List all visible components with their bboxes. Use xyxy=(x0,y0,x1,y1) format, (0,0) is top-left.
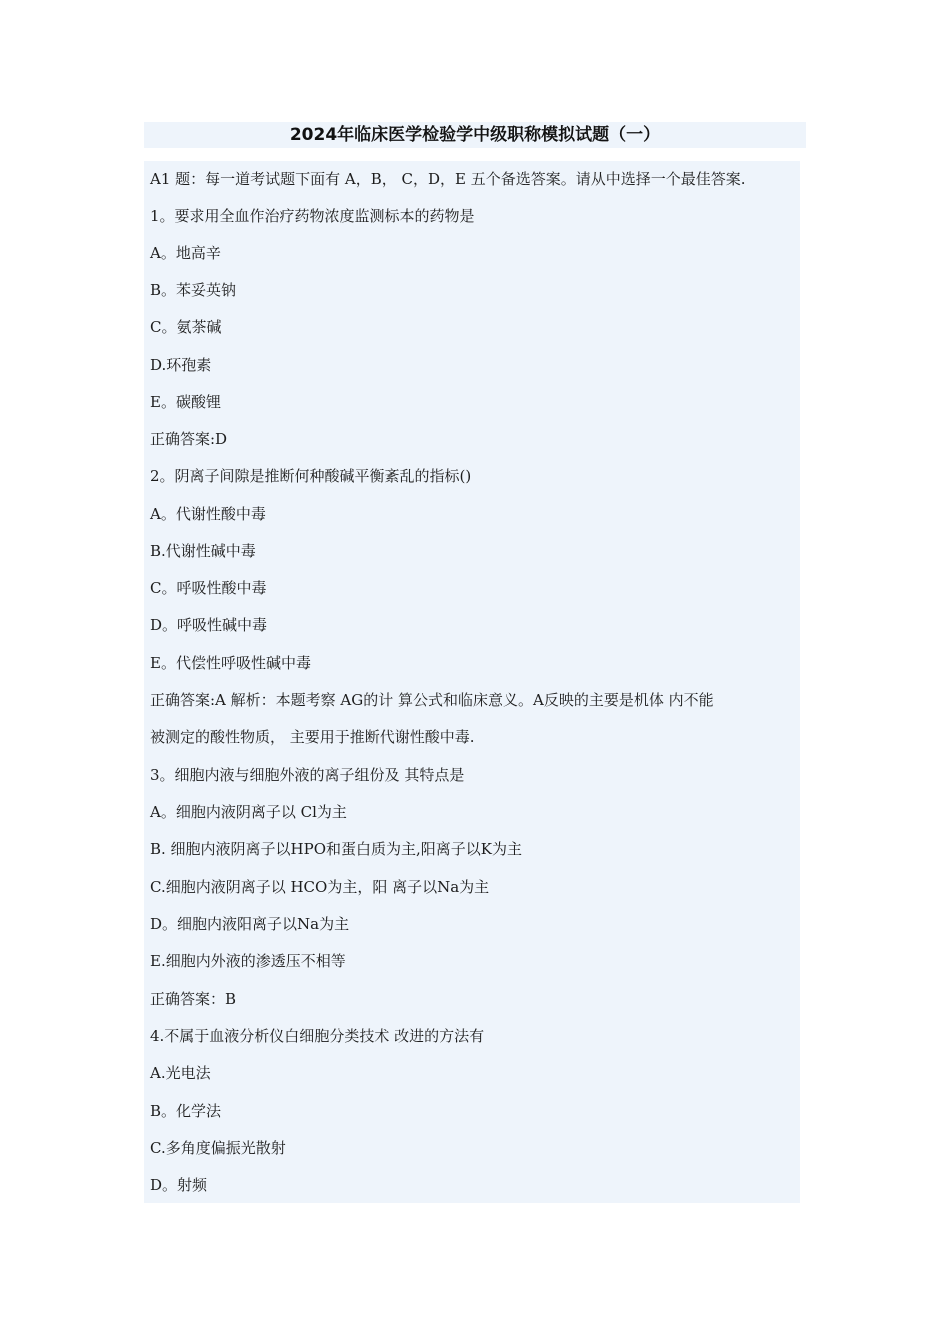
answer-1: 正确答案:D xyxy=(150,430,228,448)
option-3d: D。细胞内液阳离子以Na为主 xyxy=(150,915,350,933)
question-3: 3。细胞内液与细胞外液的离子组份及 其特点是 xyxy=(150,766,465,784)
option-2d: D。呼吸性碱中毒 xyxy=(150,616,268,634)
option-3a: A。细胞内液阴离子以 Cl为主 xyxy=(150,803,347,821)
option-3b: B. 细胞内液阴离子以HPO和蛋白质为主,阳离子以K为主 xyxy=(150,840,523,858)
intro-line: A1 题：每一道考试题下面有 A，B， C，D，E 五个备选答案。请从中选择一个最佳答案. xyxy=(150,170,746,188)
answer-3: 正确答案：B xyxy=(150,990,237,1008)
answer-2: 正确答案:A 解析：本题考察 AG的计 算公式和临床意义。A反映的主要是机体 内不能 xyxy=(150,691,714,709)
option-1c: C。氨茶碱 xyxy=(150,318,222,336)
option-1a: A。地高辛 xyxy=(150,244,221,262)
option-2c: C。呼吸性酸中毒 xyxy=(150,579,267,597)
answer-2-continued: 被测定的酸性物质， 主要用于推断代谢性酸中毒. xyxy=(150,728,475,746)
option-1b: B。苯妥英钠 xyxy=(150,281,237,299)
option-3e: E.细胞内外液的渗透压不相等 xyxy=(150,952,346,970)
option-4c: C.多角度偏振光散射 xyxy=(150,1139,286,1157)
option-2b: B.代谢性碱中毒 xyxy=(150,542,256,560)
content-area xyxy=(144,161,800,1203)
option-2a: A。代谢性酸中毒 xyxy=(150,505,266,523)
page-title: 2024年临床医学检验学中级职称模拟试题（一） xyxy=(289,125,661,145)
question-2: 2。阴离子间隙是推断何种酸碱平衡紊乱的指标() xyxy=(150,467,472,485)
option-1d: D.环孢素 xyxy=(150,356,212,374)
option-2e: E。代偿性呼吸性碱中毒 xyxy=(150,654,311,672)
option-1e: E。碳酸锂 xyxy=(150,393,221,411)
question-1: 1。要求用全血作治疗药物浓度监测标本的药物是 xyxy=(150,207,475,225)
option-3c: C.细胞内液阴离子以 HCO为主，阳 离子以Na为主 xyxy=(150,878,490,896)
option-4a: A.光电法 xyxy=(150,1064,211,1082)
question-4: 4.不属于血液分析仪白细胞分类技术 改进的方法有 xyxy=(150,1027,485,1045)
option-4d: D。射频 xyxy=(150,1176,208,1194)
option-4b: B。化学法 xyxy=(150,1102,222,1120)
